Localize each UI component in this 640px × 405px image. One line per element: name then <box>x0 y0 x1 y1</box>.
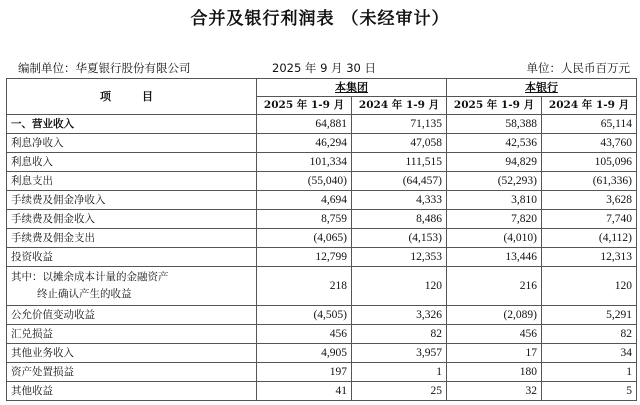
item-column-header: 项 目 <box>7 79 257 115</box>
table-row <box>7 134 637 153</box>
cell-value: (4,112) <box>542 229 637 248</box>
reporting-entity: 编制单位：华夏银行股份有限公司 <box>18 61 191 75</box>
period-header: 2025 年 1-9 月 <box>257 97 352 115</box>
table-row <box>7 210 637 229</box>
cell-value: 7,820 <box>447 210 542 229</box>
row-label: 公允价值变动收益 <box>7 306 257 325</box>
table-row <box>7 172 637 191</box>
row-label: 其他收益 <box>7 382 257 401</box>
cell-value: 105,096 <box>542 153 637 172</box>
group-header-consolidated: 本集团 <box>257 79 447 97</box>
cell-value: 1 <box>352 363 447 382</box>
cell-value: 111,515 <box>352 153 447 172</box>
cell-value: 3,957 <box>352 344 447 363</box>
cell-value: 4,333 <box>352 191 447 210</box>
cell-value: 4,905 <box>257 344 352 363</box>
row-label: 资产处置损益 <box>7 363 257 382</box>
table-row <box>7 267 637 306</box>
currency-unit: 单位：人民币百万元 <box>526 61 630 75</box>
cell-value: 25 <box>352 382 447 401</box>
cell-value: 42,536 <box>447 134 542 153</box>
cell-value: (4,010) <box>447 229 542 248</box>
cell-value: 13,446 <box>447 248 542 267</box>
cell-value: 34 <box>542 344 637 363</box>
table-row <box>7 306 637 325</box>
cell-value: (64,457) <box>352 172 447 191</box>
cell-value: 3,810 <box>447 191 542 210</box>
cell-value: 8,759 <box>257 210 352 229</box>
cell-value: 12,799 <box>257 248 352 267</box>
row-label: 利息净收入 <box>7 134 257 153</box>
row-label: 利息支出 <box>7 172 257 191</box>
table-row <box>7 191 637 210</box>
cell-value: 65,114 <box>542 115 637 134</box>
cell-value: 17 <box>447 344 542 363</box>
table-row <box>7 115 637 134</box>
period-header: 2025 年 1-9 月 <box>447 97 542 115</box>
cell-value: (4,153) <box>352 229 447 248</box>
period-header: 2024 年 1-9 月 <box>352 97 447 115</box>
cell-value: 7,740 <box>542 210 637 229</box>
cell-value: 120 <box>352 267 447 306</box>
row-label: 手续费及佣金净收入 <box>7 191 257 210</box>
cell-value: (52,293) <box>447 172 542 191</box>
period-header: 2024 年 1-9 月 <box>542 97 637 115</box>
cell-value: 8,486 <box>352 210 447 229</box>
cell-value: 3,628 <box>542 191 637 210</box>
row-label: 一、营业收入 <box>7 115 257 134</box>
income-statement-table <box>6 78 637 401</box>
cell-value: 216 <box>447 267 542 306</box>
cell-value: 64,881 <box>257 115 352 134</box>
cell-value: 456 <box>447 325 542 344</box>
cell-value: 58,388 <box>447 115 542 134</box>
table-row <box>7 382 637 401</box>
cell-value: 1 <box>542 363 637 382</box>
table-row <box>7 363 637 382</box>
group-header-bank: 本银行 <box>447 79 637 97</box>
table-row <box>7 153 637 172</box>
row-label: 手续费及佣金收入 <box>7 210 257 229</box>
row-label: 汇兑损益 <box>7 325 257 344</box>
row-label: 利息收入 <box>7 153 257 172</box>
cell-value: 32 <box>447 382 542 401</box>
cell-value: 71,135 <box>352 115 447 134</box>
cell-value: 180 <box>447 363 542 382</box>
table-row <box>7 229 637 248</box>
cell-value: (2,089) <box>447 306 542 325</box>
cell-value: 218 <box>257 267 352 306</box>
row-label: 投资收益 <box>7 248 257 267</box>
row-label: 其他业务收入 <box>7 344 257 363</box>
cell-value: 94,829 <box>447 153 542 172</box>
cell-value: 82 <box>352 325 447 344</box>
cell-value: 197 <box>257 363 352 382</box>
cell-value: 12,353 <box>352 248 447 267</box>
cell-value: (4,505) <box>257 306 352 325</box>
row-label-line: 终止确认产生的收益 <box>37 288 132 300</box>
report-title: 合并及银行利润表 （未经审计） <box>190 9 450 29</box>
cell-value: 120 <box>542 267 637 306</box>
row-label <box>7 267 257 306</box>
cell-value: (61,336) <box>542 172 637 191</box>
cell-value: 456 <box>257 325 352 344</box>
report-date: 2025 年 9 月 30 日 <box>272 61 376 75</box>
cell-value: 12,313 <box>542 248 637 267</box>
table-row <box>7 325 637 344</box>
cell-value: 43,760 <box>542 134 637 153</box>
cell-value: 101,334 <box>257 153 352 172</box>
cell-value: 4,694 <box>257 191 352 210</box>
row-label: 手续费及佣金支出 <box>7 229 257 248</box>
table-row <box>7 344 637 363</box>
row-label-line: 其中：以摊余成本计量的金融资产 <box>11 271 169 283</box>
cell-value: 5 <box>542 382 637 401</box>
cell-value: 46,294 <box>257 134 352 153</box>
cell-value: 5,291 <box>542 306 637 325</box>
cell-value: 3,326 <box>352 306 447 325</box>
table-row <box>7 248 637 267</box>
cell-value: (55,040) <box>257 172 352 191</box>
cell-value: (4,065) <box>257 229 352 248</box>
cell-value: 82 <box>542 325 637 344</box>
cell-value: 47,058 <box>352 134 447 153</box>
cell-value: 41 <box>257 382 352 401</box>
